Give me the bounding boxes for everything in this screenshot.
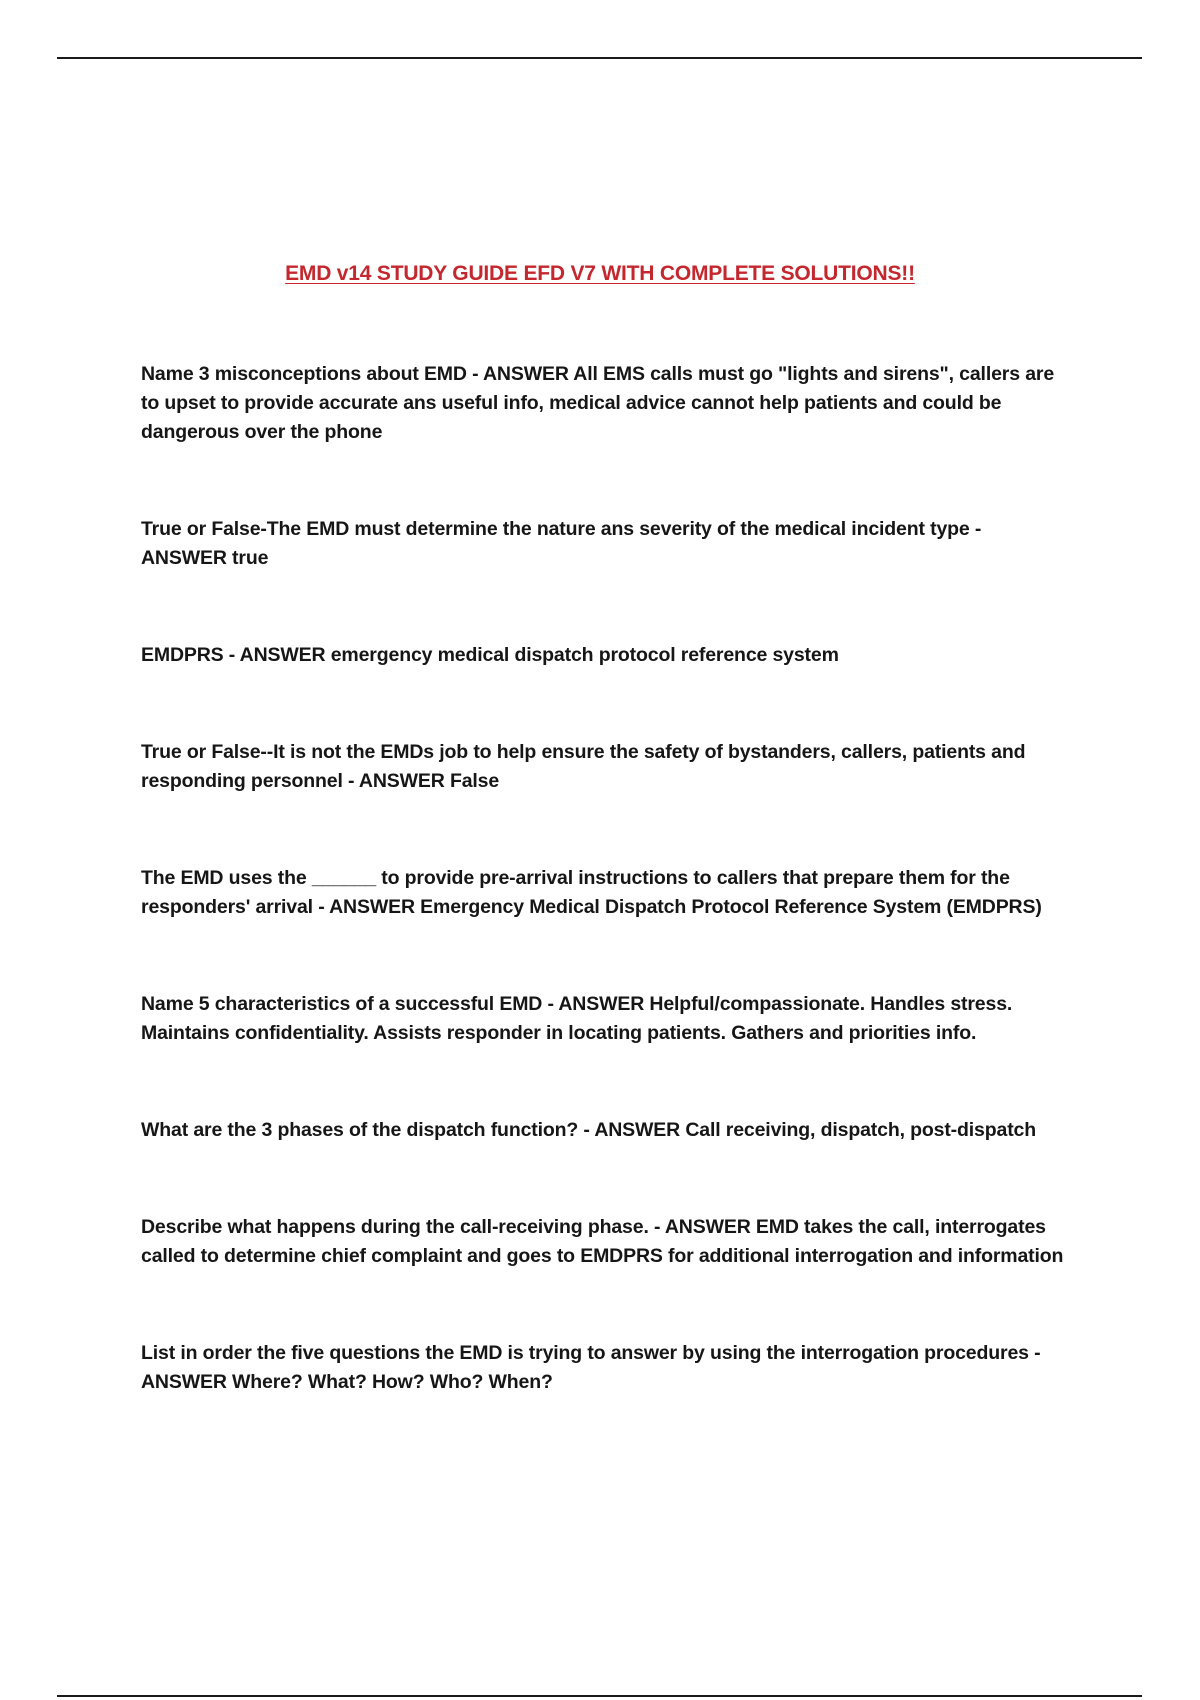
- qa-item: List in order the five questions the EMD is trying to answer by using the interrogation procedures - ANSWER Where? What? How? Who? When?: [141, 1342, 1041, 1393]
- top-divider: [57, 57, 1142, 59]
- qa-item: Name 3 misconceptions about EMD - ANSWER All EMS calls must go "lights and sirens", callers are to upset to provide accurate ans useful info, medical advice cannot help patients and could be dangerous over the phone: [141, 363, 1055, 443]
- qa-item: Describe what happens during the call-receiving phase. - ANSWER EMD takes the call, interrogates called to determine chief complaint and goes to EMDPRS for additional interrogation and information: [141, 1216, 1064, 1267]
- bottom-divider: [57, 1695, 1142, 1697]
- qa-item: The EMD uses the ______ to provide pre-arrival instructions to callers that prepare them for the responders' arrival - ANSWER Emergency Medical Dispatch Protocol Reference System (EMDPRS): [141, 867, 1042, 918]
- document-title: EMD v14 STUDY GUIDE EFD V7 WITH COMPLETE SOLUTIONS!!: [285, 262, 915, 285]
- qa-item: EMDPRS - ANSWER emergency medical dispatch protocol reference system: [141, 644, 839, 666]
- qa-item: True or False--It is not the EMDs job to help ensure the safety of bystanders, callers, patients and responding personnel - ANSWER False: [141, 741, 1026, 792]
- qa-item: Name 5 characteristics of a successful EMD - ANSWER Helpful/compassionate. Handles stress. Maintains confidentiality. Assists responder in locating patients. Gathers and priorities info.: [141, 993, 1013, 1044]
- qa-list: [141, 360, 1071, 1397]
- qa-item: What are the 3 phases of the dispatch function? - ANSWER Call receiving, dispatch, post-dispatch: [141, 1119, 1036, 1141]
- qa-item: True or False-The EMD must determine the nature ans severity of the medical incident type - ANSWER true: [141, 518, 982, 569]
